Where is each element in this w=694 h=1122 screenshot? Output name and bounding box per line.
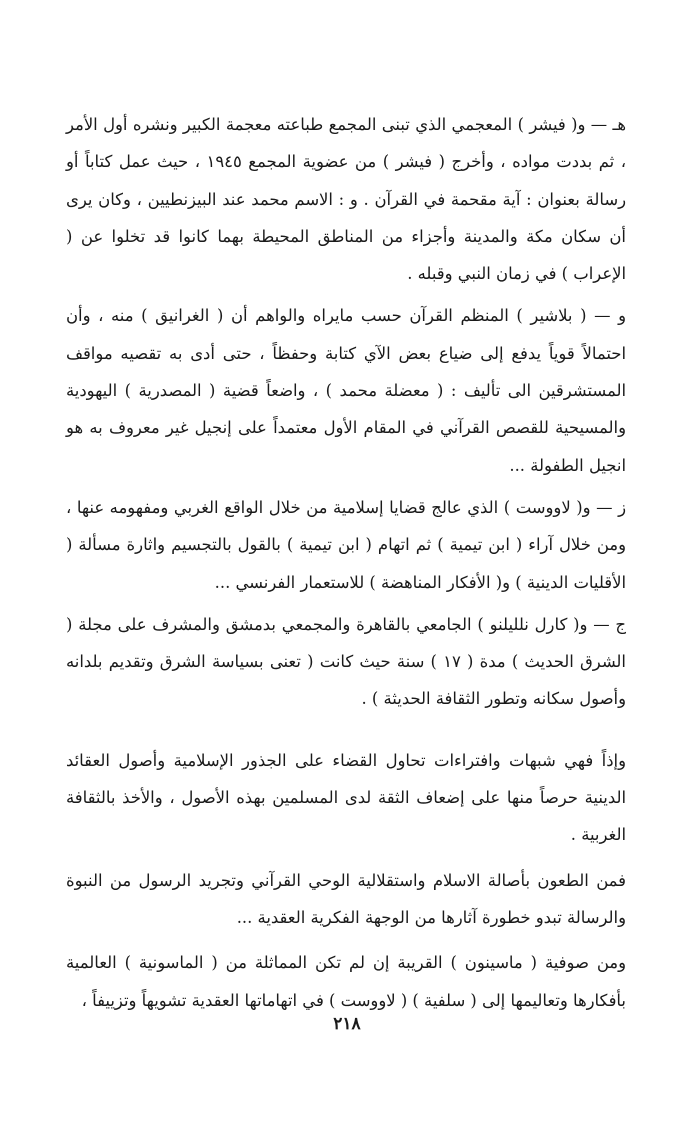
paragraph-conclusion: وإذاً فهي شبهات وافتراءات تحاول القضاء على الجذور الإسلامية وأصول العقائد الدينية حرصاً منها على إضعاف الثقة لدى المسلمين بهذه الأصول ، والأخذ بالثقافة الغربية . — [66, 750, 626, 845]
paragraph-jeem: ج — و( كارل نلليلنو ) الجامعي بالقاهرة والمجمعي بدمشق والمشرف على مجلة ( الشرق الحديث ) مدة ( ١٧ ) سنة حيث كانت ( تعنى بسياسة الشرق وتقديم بلدانه وأصول سكانه وتطور الثقافة الحديثة ) . — [66, 614, 626, 709]
paragraph-zay: ز — و( لاووست ) الذي عالج قضايا إسلامية من خلال الواقع الغربي ومفهومه عنها ، ومن خلال آراء ( ابن تيمية ) ثم اتهام ( ابن تيمية ) بالقول بالتجسيم واثارة مسألة ( الأقليات الدينية ) و( الأفكار المناهضة ) للاستعمار الفرنسي ... — [66, 497, 626, 592]
paragraph-waw: و — ( بلاشير ) المنظم القرآن حسب مايراه والواهم أن ( الغرانيق ) منه ، وأن احتمالاً قوياً يدفع إلى ضياع بعض الآي كتابة وحفظاً ، حتى أدى به تقصيه مواقف المستشرقين الى تأليف : ( معضلة محمد ) ، واضعاً قضية ( المصدرية ) اليهودية والمسيحية للقصص القرآني في المقام الأول معتمداً على إنجيل غير معروف به هو انجيل الطفولة ... — [66, 306, 626, 475]
paragraph-sufism: ومن صوفية ( ماسينون ) القريبة إن لم تكن المماثلة من ( الماسونية ) العالمية بأفكارها وتعاليمها إلى ( سلفية ) ( لاووست ) في اتهاماتها العقدية تشويهاً وتزييفاً ، — [66, 953, 626, 1010]
page-number: ٢١٨ — [333, 1014, 361, 1034]
body-text — [66, 106, 626, 1019]
paragraph-heh: هـ — و( فيشر ) المعجمي الذي تبنى المجمع طباعته معجمة الكبير ونشره أول الأمر ، ثم بددت مواده ، وأخرج ( فيشر ) من عضوية المجمع ١٩٤٥ ، حيث عمل كتاباً أو رسالة بعنوان : آية مقحمة في القرآن . و : الاسم محمد عند البيزنطيين ، وكان يرى أن سكان مكة والمدينة وأجزاء من المناطق المحيطة بهما كانوا قد تخلوا عن ( الإعراب ) في زمان النبي وقبله . — [66, 115, 626, 284]
paragraph-criticism: فمن الطعون بأصالة الاسلام واستقلالية الوحي القرآني وتجريد الرسول من النبوة والرسالة تبدو خطورة آثارها من الوجهة الفكرية العقدية ... — [66, 870, 626, 927]
